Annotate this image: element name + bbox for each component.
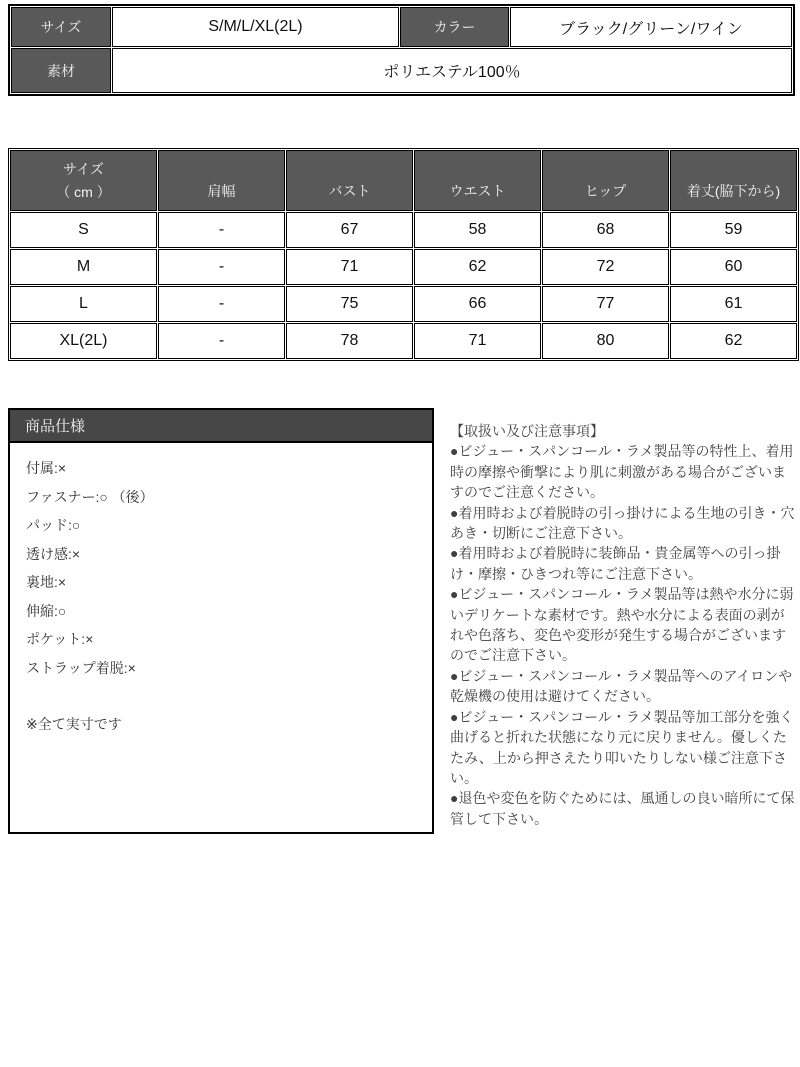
spec-box-title: 商品仕様 (10, 410, 432, 443)
shoulder-cell: - (158, 249, 285, 285)
hip-cell: 72 (542, 249, 669, 285)
length-header-cell: 着丈(脇下から) (670, 150, 797, 211)
size-chart-header-row (10, 150, 797, 211)
shoulder-cell: - (158, 286, 285, 322)
spec-item-strap: ストラップ着脱:× (26, 659, 136, 676)
shoulder-cell: - (158, 212, 285, 248)
bust-cell: 75 (286, 286, 413, 322)
color-value-cell: ブラック/グリーン/ワイン (510, 7, 792, 47)
size-row-l (10, 286, 797, 322)
bust-cell: 78 (286, 323, 413, 359)
spec-item-fuzoku: 付属:× (26, 460, 67, 476)
size-header-cell: サイズ (11, 7, 111, 47)
length-cell: 62 (670, 323, 797, 359)
spec-item-pad: パッド:○ (26, 517, 81, 533)
length-cell: 59 (670, 212, 797, 248)
bust-cell: 67 (286, 212, 413, 248)
product-info-table (8, 4, 795, 96)
handling-notes-title: 【取扱い及び注意事項】 (450, 423, 604, 439)
handling-note: ●着用時および着脱時の引っ掛けによる生地の引き・穴あき・切断にご注意下さい。 (450, 504, 795, 542)
shoulder-header-cell: 肩幅 (158, 150, 285, 211)
spec-item-sheerness: 透け感:× (26, 545, 81, 562)
length-cell: 60 (670, 249, 797, 285)
handling-notes (450, 421, 797, 829)
size-row-s (10, 212, 797, 248)
material-value-cell: ポリエステル100％ (112, 48, 792, 93)
size-cell: S (10, 212, 157, 248)
length-cell: 61 (670, 286, 797, 322)
size-cell: XL(2L) (10, 323, 157, 359)
shoulder-cell: - (158, 323, 285, 359)
size-header-line1: サイズ (63, 161, 104, 177)
handling-note: ●ビジュー・スパンコール・ラメ製品等は熱や水分に弱いデリケートな素材です。熱や水分による表面の剥がれや色落ち、変色や変形が発生する場合がございますのでご注意下さい。 (450, 586, 794, 664)
size-cell: M (10, 249, 157, 285)
handling-note: ●ビジュー・スパンコール・ラメ製品等加工部分を強く曲げると折れた状態になり元に戻りません。優しくたたみ、上から押さえたり叩いたりしない様ご注意下さい。 (450, 708, 794, 786)
handling-note: ●着用時および着脱時に装飾品・貴金属等への引っ掛け・摩擦・ひきつれ等にご注意下さい。 (450, 545, 781, 582)
handling-note: ●退色や変色を防ぐためには、風通しの良い暗所にて保管して下さい。 (450, 790, 795, 827)
waist-cell: 66 (414, 286, 541, 322)
size-row-m (10, 249, 797, 285)
hip-cell: 80 (542, 323, 669, 359)
spec-item-pocket: ポケット:× (26, 631, 94, 647)
spec-measurement-note: ※全て実寸です (26, 716, 122, 732)
hip-header-cell: ヒップ (542, 150, 669, 211)
product-spec-box (8, 408, 434, 834)
spec-item-lining: 裏地:× (26, 574, 67, 590)
table-row (11, 7, 792, 47)
spec-item-fastener: ファスナー:○ （後） (26, 488, 154, 505)
color-header-cell: カラー (400, 7, 509, 47)
hip-cell: 68 (542, 212, 669, 248)
spec-item-stretch: 伸縮:○ (26, 602, 67, 619)
handling-note: ●ビジュー・スパンコール・ラメ製品等の特性上、着用時の摩擦や衝撃により肌に刺激がある場合がございますのでご注意ください。 (450, 443, 794, 501)
bust-header-cell: バスト (286, 150, 413, 211)
waist-header-cell: ウエスト (414, 150, 541, 211)
bust-cell: 71 (286, 249, 413, 285)
spec-box-body (10, 443, 432, 739)
size-header-line2: （ cm ） (56, 184, 111, 200)
size-row-xl2l (10, 323, 797, 359)
waist-cell: 58 (414, 212, 541, 248)
table-row (11, 48, 792, 93)
waist-cell: 71 (414, 323, 541, 359)
waist-cell: 62 (414, 249, 541, 285)
size-cm-header-cell (10, 150, 157, 211)
size-value-cell: S/M/L/XL(2L) (112, 7, 399, 47)
handling-note: ●ビジュー・スパンコール・ラメ製品等へのアイロンや乾燥機の使用は避けてください。 (450, 667, 793, 705)
size-chart-table (8, 148, 799, 361)
size-cell: L (10, 286, 157, 322)
material-header-cell: 素材 (11, 48, 111, 93)
hip-cell: 77 (542, 286, 669, 322)
